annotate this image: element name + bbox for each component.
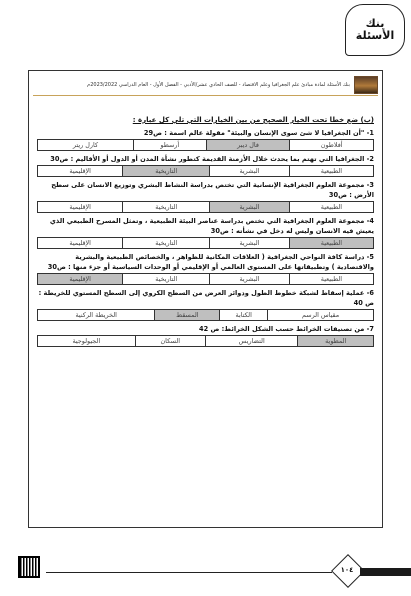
option-cell[interactable]: الإقليمية: [38, 202, 123, 213]
options-row: [37, 139, 374, 151]
option-cell[interactable]: مقياس الرسم: [268, 310, 374, 321]
options-row: [37, 309, 374, 321]
option-selected[interactable]: الطبيعية: [289, 238, 373, 249]
qr-code-icon: [18, 556, 40, 578]
question-text: 7- من تصنيفات الخرائط حسب الشكل الخرائط: ص 42: [199, 325, 374, 333]
option-cell[interactable]: الطبيعية: [289, 166, 373, 177]
option-cell[interactable]: الإقليمية: [38, 166, 123, 177]
question-text: 4- مجموعة العلوم الجغرافية التي تختص بدراسة عناصر البيئة الطبيعية ، وتمثل المسرح الطبيعي الذي يعيش فيه الانسان وليس له دخل في نشأته : ص30: [49, 217, 374, 235]
question-text: 2- الجغرافيا التي تهتم بما يحدث خلال الأزمنة القديمة كتطور نشأة المدن أو الدول أو الأقاليم : ص30: [50, 155, 374, 163]
option-cell[interactable]: الطبيعية: [289, 274, 373, 285]
brand-line2: الأسئلة: [355, 29, 395, 42]
option-cell[interactable]: التاريخية: [123, 274, 210, 285]
option-cell[interactable]: التضاريس: [205, 336, 298, 347]
option-cell[interactable]: كارل ريتر: [38, 140, 134, 151]
option-cell[interactable]: الإقليمية: [38, 238, 123, 249]
options-row: [37, 237, 374, 249]
options-row: [37, 165, 374, 177]
brand-line1: بنك: [365, 17, 385, 30]
option-cell[interactable]: البشرية: [210, 166, 290, 177]
option-cell[interactable]: الكتابة: [220, 310, 268, 321]
option-selected[interactable]: فال ديبر: [206, 140, 290, 151]
footer-divider: [46, 572, 332, 573]
questions-content: [37, 99, 374, 349]
option-cell[interactable]: الخريطة الركنية: [38, 310, 155, 321]
option-cell[interactable]: السكان: [135, 336, 205, 347]
page-header: [33, 75, 378, 96]
question-text: 3- مجموعة العلوم الجغرافية الإنسانية التي تختص بدراسة النشاط البشري وتوزيع الانسان على سطح الأرض : ص30: [51, 181, 374, 199]
option-cell[interactable]: الطبيعية: [289, 202, 373, 213]
option-cell[interactable]: البشرية: [210, 274, 290, 285]
option-selected[interactable]: الإقليمية: [38, 274, 123, 285]
question-list: [37, 128, 374, 347]
option-selected[interactable]: البشرية: [210, 202, 290, 213]
page-frame: [28, 70, 383, 528]
options-row: [37, 273, 374, 285]
option-selected[interactable]: التاريخية: [123, 166, 210, 177]
option-cell[interactable]: الجيولوجية: [38, 336, 136, 347]
header-thumbnail-image: [354, 76, 378, 94]
options-row: [37, 335, 374, 347]
option-cell[interactable]: البشرية: [210, 238, 290, 249]
option-selected[interactable]: المسقط: [155, 310, 220, 321]
question-text: 5- دراسة كافة النواحي الجغرافية ( العلاقات المكانية للظواهر ، والخصائص الطبيعية والبشرية والاقتصادية ) وتطبيقاتها على المستوى العالمي أو الإقليمي أو الوحدات السياسية أو جزء منها : ص30: [47, 253, 374, 271]
section-title: (ب) ضع خطا تحت الخيار الصحيح من بين الخيارات التي تلي كل عبارة :: [132, 116, 374, 124]
option-cell[interactable]: التاريخية: [123, 202, 210, 213]
brand-badge: [345, 4, 405, 56]
options-row: [37, 201, 374, 213]
footer-bar: [360, 568, 411, 576]
page-number: ١٠٤: [340, 566, 354, 574]
question-text: 1- "أن الجغرافيا لا شئ سوى الإنسان والبيئة" مقولة عالم اسمة : ص29: [143, 129, 374, 137]
header-text: بنك الأسئلة لمادة مبادئ علم الجغرافيا وعلم الاقتصاد - للصف الحادي عشر/الأدبي - الفصل الأول - العام الدراسي 2023/2022م: [87, 82, 350, 88]
option-cell[interactable]: التاريخية: [123, 238, 210, 249]
option-selected[interactable]: المطوية: [298, 336, 374, 347]
question-text: 6- عملية إسقاط لشبكة خطوط الطول ودوائر العرض من السطح الكروي إلى السطح المستوي للخريطة : ص 40: [38, 289, 374, 307]
option-cell[interactable]: أفلاطون: [290, 140, 374, 151]
option-cell[interactable]: أرسطو: [133, 140, 206, 151]
